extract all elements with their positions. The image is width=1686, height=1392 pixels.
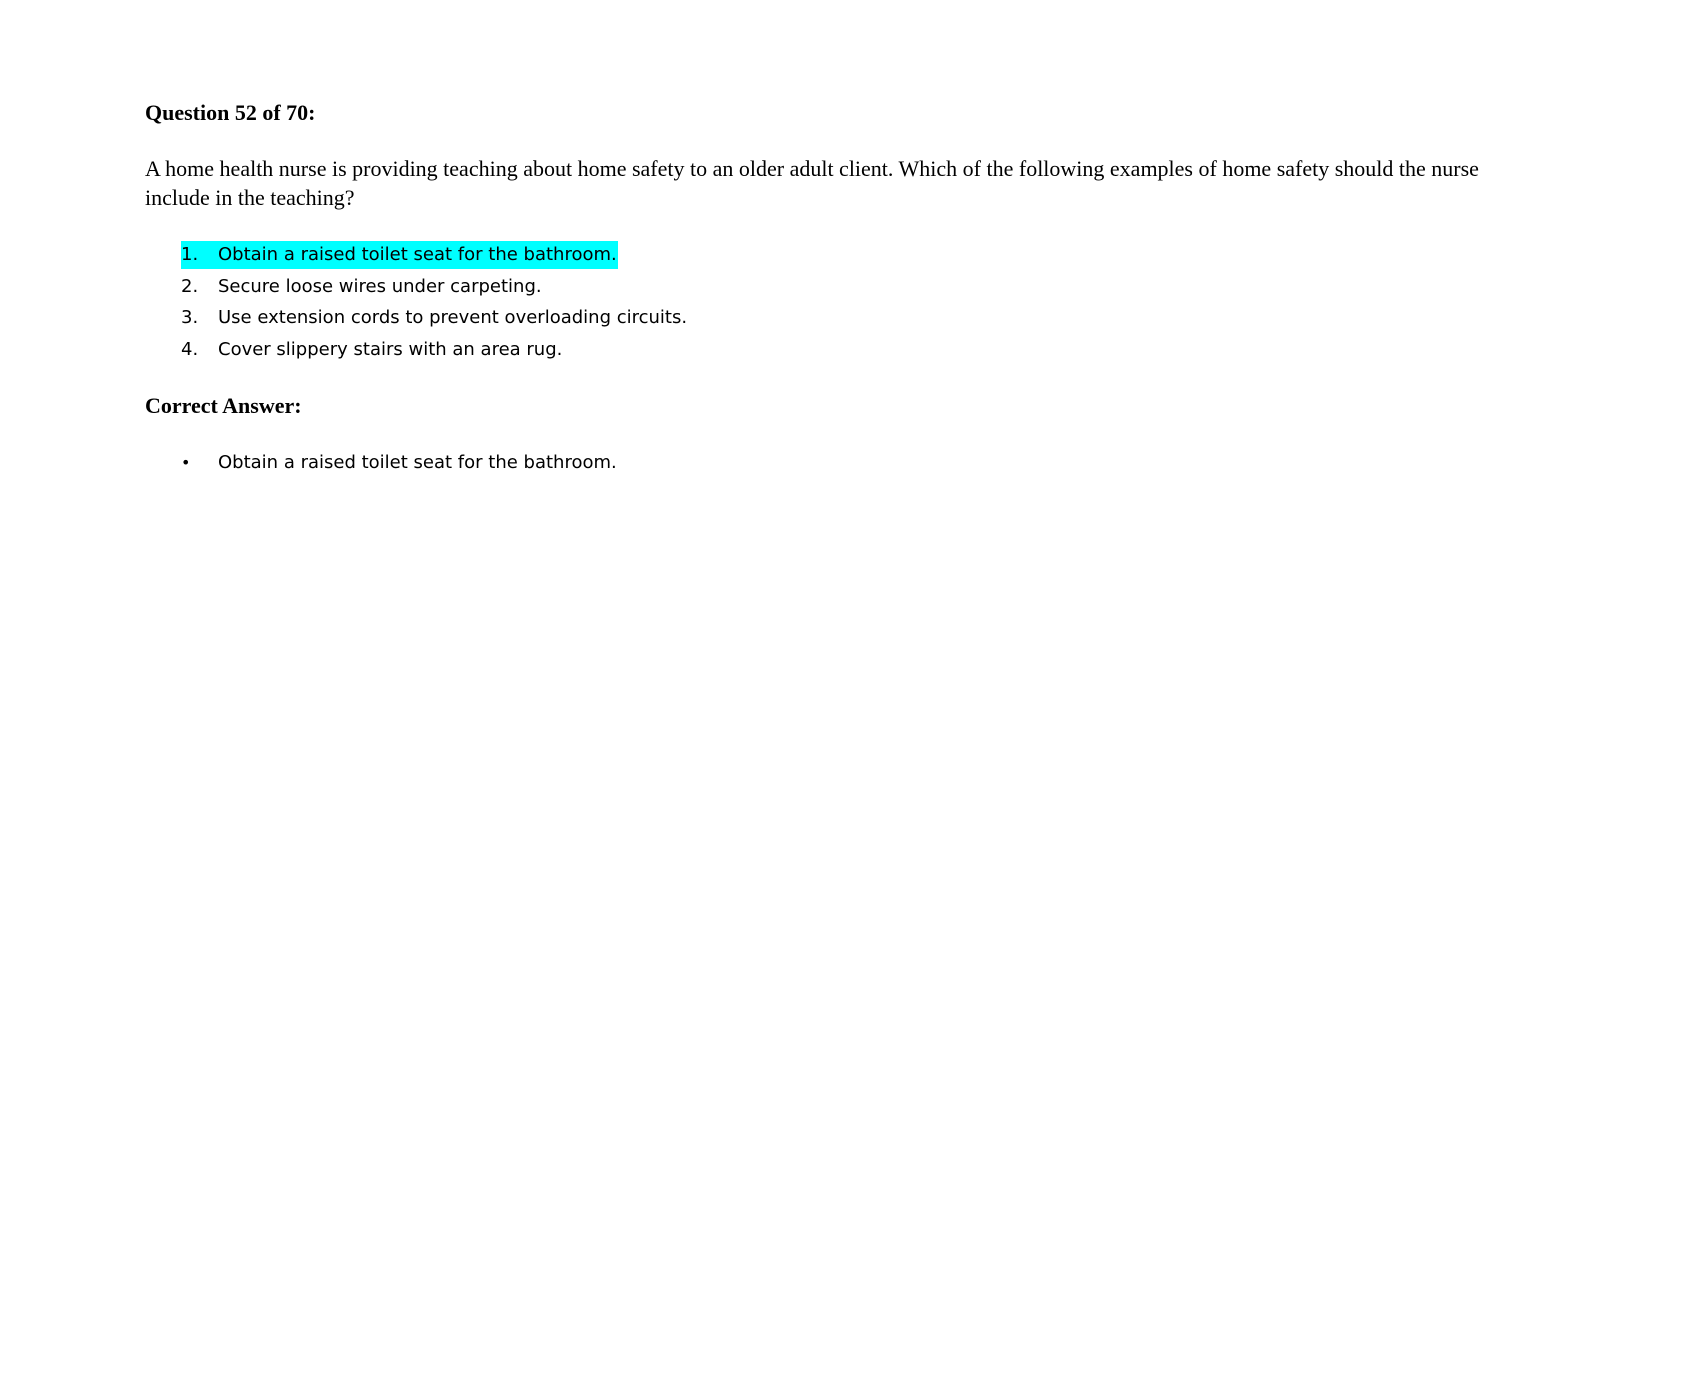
answer-option-2[interactable] xyxy=(181,271,688,303)
correct-answer-text: Obtain a raised toilet seat for the bathroom. xyxy=(218,452,617,473)
answer-option-3[interactable] xyxy=(181,302,688,334)
answer-option-1[interactable] xyxy=(181,239,688,271)
option-highlight xyxy=(181,241,618,269)
correct-answer-heading: Correct Answer: xyxy=(145,393,302,418)
question-heading: Question 52 of 70: xyxy=(145,100,316,125)
correct-answer-item xyxy=(181,448,617,478)
correct-answer-list xyxy=(181,448,617,478)
option-number: 4. xyxy=(181,338,199,360)
answer-options-list xyxy=(181,239,688,365)
answer-option-4[interactable] xyxy=(181,334,688,366)
question-text: A home health nurse is providing teaching about home safety to an older adult client. Which of the following examples of home safety should the nurse include in the teaching? xyxy=(145,156,1479,210)
option-highlight xyxy=(181,304,688,332)
option-text: Cover slippery stairs with an area rug. xyxy=(218,338,563,360)
bullet-icon: • xyxy=(181,453,191,472)
option-text: Secure loose wires under carpeting. xyxy=(218,275,542,297)
option-highlight xyxy=(181,336,563,364)
option-highlight xyxy=(181,273,543,301)
option-text: Obtain a raised toilet seat for the bathroom. xyxy=(218,244,617,265)
option-number: 2. xyxy=(181,275,199,297)
option-text: Use extension cords to prevent overloading circuits. xyxy=(218,307,688,328)
option-number: 3. xyxy=(181,307,199,328)
option-number: 1. xyxy=(181,244,199,265)
